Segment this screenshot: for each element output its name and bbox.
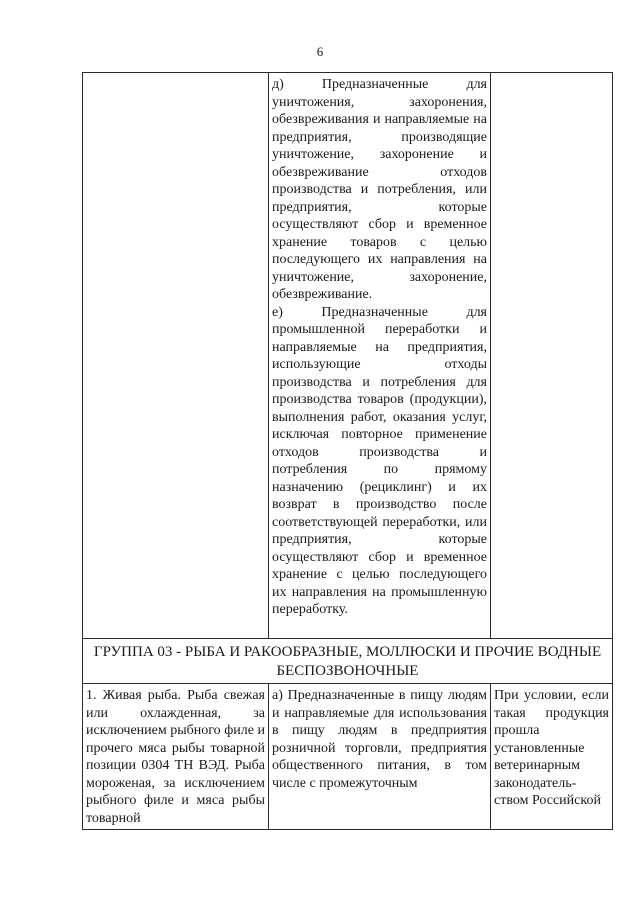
continued-cell-condition <box>491 73 613 639</box>
table-row-fish <box>83 684 613 830</box>
fish-cell-condition: При условии, если такая продукция прошла установленные ветеринарным законодатель-ством Российской <box>491 684 613 830</box>
fish-cell-purpose: а) Предназначенные в пищу людям и направляемые для использования в пищу людям в предприятия розничной торговли, предприятия общественного питания, в том числе с промежуточным <box>269 684 491 830</box>
table-row-group-header <box>83 639 613 684</box>
page-number: 6 <box>316 44 324 59</box>
continued-cell-goods <box>83 73 269 639</box>
table-row-continued <box>83 73 613 639</box>
group-03-heading: ГРУППА 03 - РЫБА И РАКООБРАЗНЫЕ, МОЛЛЮСКИ И ПРОЧИЕ ВОДНЫЕ БЕСПОЗВОНОЧНЫЕ <box>83 639 613 684</box>
fish-cell-goods: 1. Живая рыба. Рыба свежая или охлажденная, за исключением рыбного филе и прочего мяса рыбы товарной позиции 0304 ТН ВЭД. Рыба мороженая, за исключением рыбного филе и мяса рыбы товарной <box>83 684 269 830</box>
purpose-item-e: е) Предназначенные для промышленной переработки и направляемые на предприятия, использующие отходы производства и потребления для производства товаров (продукции), выполнения работ, оказания услуг, исключая повторное применение отходов производства и потребления по прямому назначению (рециклинг) и их возврат в производство после соответствующей переработки, или предприятия, которые осуществляют сбор и временное хранение с целью последующего их направления на промышленную переработку. <box>272 304 487 617</box>
purpose-item-d: д) Предназначенные для уничтожения, захоронения, обезвреживания и направляемые на предприятия, производящие уничтожение, захоронение и обезвреживание отходов производства и потребления, или предприятия, которые осуществляют сбор и временное хранение товаров с целью последующего их направления на уничтожение, захоронение, обезвреживание. <box>272 77 487 302</box>
regulation-table <box>82 72 613 830</box>
continued-cell-purpose <box>269 73 491 639</box>
